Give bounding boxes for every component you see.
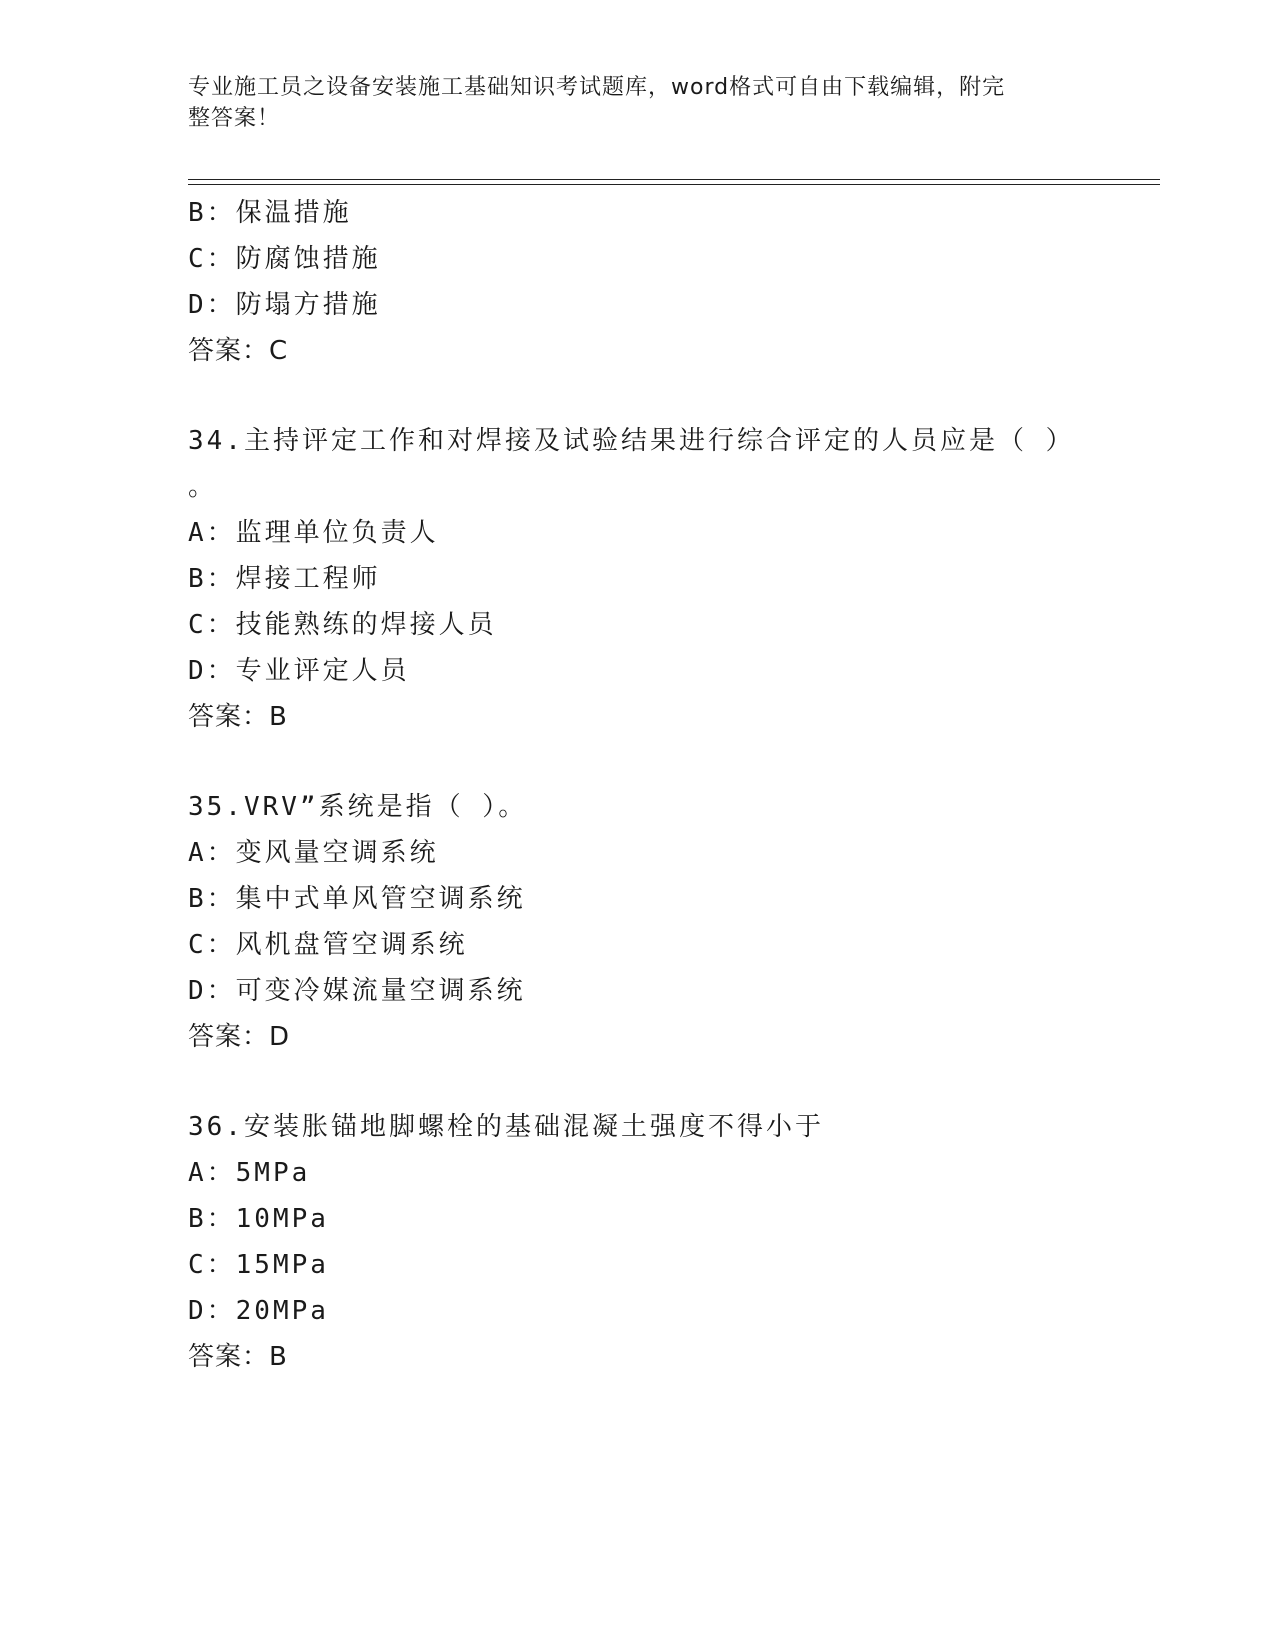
option-b: B：焊接工程师 — [188, 564, 381, 594]
option-c: C：技能熟练的焊接人员 — [188, 610, 497, 640]
question-text: 36.安装胀锚地脚螺栓的基础混凝土强度不得小于 — [188, 1112, 824, 1142]
option-c: C：风机盘管空调系统 — [188, 930, 468, 960]
option-d: D：专业评定人员 — [188, 656, 410, 686]
question-block-33 — [188, 190, 1088, 374]
option-a: A：变风量空调系统 — [188, 838, 439, 868]
answer: 答案：C — [188, 336, 289, 366]
option-d: D：20MPa — [188, 1296, 329, 1326]
spacer — [188, 740, 1088, 784]
option-b: B：10MPa — [188, 1204, 329, 1234]
answer: 答案：B — [188, 1342, 288, 1372]
question-text: 35.VRV”系统是指（ ）。 — [188, 792, 528, 822]
answer: 答案：D — [188, 1022, 291, 1052]
option-d: D：防塌方措施 — [188, 290, 381, 320]
answer: 答案：B — [188, 702, 288, 732]
question-block-35 — [188, 784, 1088, 1060]
spacer — [188, 1060, 1088, 1104]
option-c: C：防腐蚀措施 — [188, 244, 381, 274]
option-b: B：保温措施 — [188, 198, 352, 228]
option-a: A：监理单位负责人 — [188, 518, 439, 548]
question-block-34 — [188, 418, 1088, 740]
document-header — [188, 72, 1068, 134]
header-line-2: 整答案！ — [188, 106, 281, 131]
header-divider-top — [188, 179, 1160, 180]
spacer — [188, 374, 1088, 418]
question-text-continued: 。 — [188, 472, 218, 502]
option-a: A：5MPa — [188, 1158, 311, 1188]
header-line-1: 专业施工员之设备安装施工基础知识考试题库，word格式可自由下载编辑，附完 — [188, 75, 1006, 100]
question-text: 34.主持评定工作和对焊接及试验结果进行综合评定的人员应是（ ） — [188, 426, 1075, 456]
option-d: D：可变冷媒流量空调系统 — [188, 976, 526, 1006]
header-divider-bottom — [188, 184, 1160, 185]
option-b: B：集中式单风管空调系统 — [188, 884, 526, 914]
question-list — [188, 190, 1088, 1380]
question-block-36 — [188, 1104, 1088, 1380]
option-c: C：15MPa — [188, 1250, 329, 1280]
